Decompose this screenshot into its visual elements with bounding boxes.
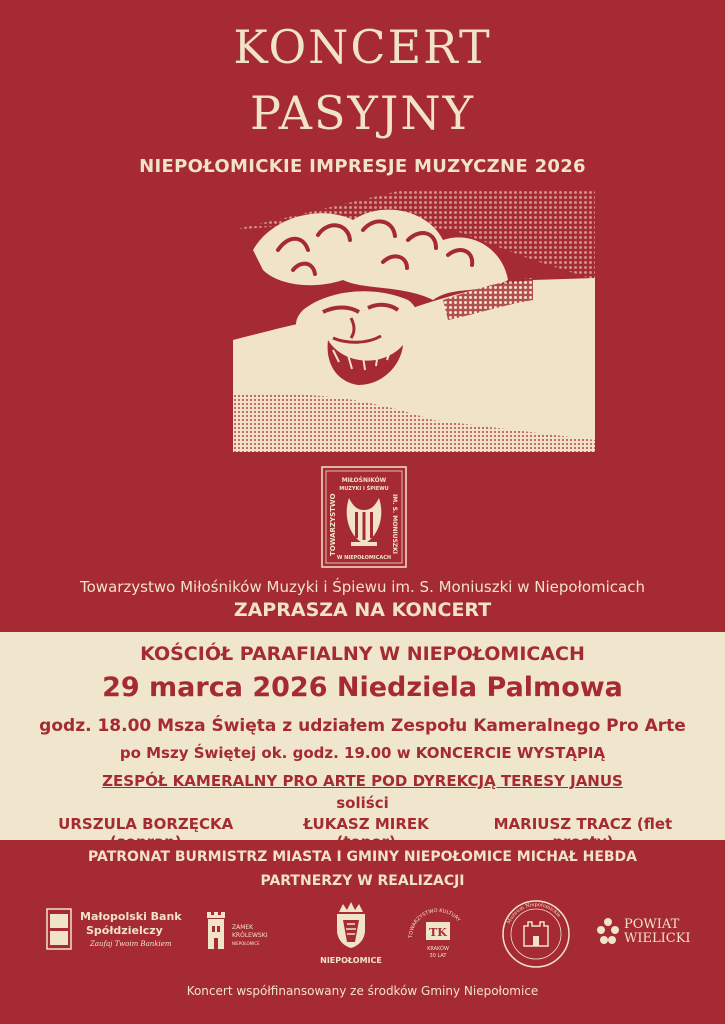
christ-illustration xyxy=(233,190,595,452)
muzeum-logo xyxy=(500,898,572,970)
venue: KOŚCIÓŁ PARAFIALNY W NIEPOŁOMICACH xyxy=(140,643,585,665)
soloist-3: MARIUSZ TRACZ (flet prosty) xyxy=(493,815,673,851)
soloists-label: soliści xyxy=(336,794,389,812)
zamek-line-3: NIEPOŁOMICE xyxy=(232,941,260,946)
svg-text:TK: TK xyxy=(429,926,447,939)
zamek-logo xyxy=(205,910,285,960)
mass-info: godz. 18.00 Msza Święta z udziałem Zespołu Kameralnego Pro Arte xyxy=(39,716,686,736)
soloist-2: ŁUKASZ MIREK (tenor) xyxy=(303,815,429,851)
society-emblem xyxy=(321,466,407,568)
emblem-text-top: MIŁOŚNIKÓW xyxy=(341,477,387,484)
muzeum-arc-text: Muzeum Niepołomickie xyxy=(506,901,562,926)
towarzystwo-years: 30 LAT xyxy=(429,953,447,959)
flower-icon xyxy=(596,916,620,948)
bank-name-2: Spółdzielczy xyxy=(86,924,163,937)
muzeum-seal-icon xyxy=(500,898,572,970)
zamek-line-1: ZAMEK xyxy=(232,924,254,931)
title-line-2: PASYJNY xyxy=(250,86,475,140)
powiat-line-2: WIELICKI xyxy=(624,931,691,946)
powiat-line-1: POWIAT xyxy=(624,917,680,932)
bank-emblem-icon xyxy=(46,908,72,952)
zamek-line-2: KRÓLEWSKI xyxy=(232,932,268,939)
bank-logo xyxy=(46,908,182,958)
organizer-name: Towarzystwo Miłośników Muzyki i Śpiewu im. S. Moniuszki w Niepołomicach xyxy=(80,578,645,596)
towarzystwo-seal-icon xyxy=(402,898,474,970)
ensemble-name: ZESPÓŁ KAMERALNY PRO ARTE POD DYREKCJĄ TERESY JANUS xyxy=(102,772,623,790)
partner-logos xyxy=(0,898,725,973)
event-date: 29 marca 2026 Niedziela Palmowa xyxy=(102,672,623,703)
bank-slogan: Zaufaj Twoim Bankiem xyxy=(90,940,172,948)
bank-name-1: Małopolski Bank xyxy=(80,910,182,923)
niepolomice-logo xyxy=(318,902,384,968)
emblem-text-bottom: W NIEPOŁOMICACH xyxy=(336,555,392,561)
castle-tower-icon xyxy=(205,912,227,950)
event-details-band xyxy=(0,632,725,851)
soloists-row xyxy=(0,815,725,851)
crown-crest-icon xyxy=(331,902,371,950)
emblem-text-right: IM. S. MONIUSZKI xyxy=(391,494,398,555)
towarzystwo-arc-text: TOWARZYSTWO KULTURY xyxy=(407,907,462,939)
invite-heading: ZAPRASZA NA KONCERT xyxy=(233,599,492,621)
funding-note: Koncert współfinansowany ze środków Gminy Niepołomice xyxy=(186,984,539,998)
emblem-text-left: TOWARZYSTWO xyxy=(329,493,337,556)
towarzystwo-kultury-logo xyxy=(402,898,474,970)
towarzystwo-city: KRAKÓW xyxy=(427,946,449,952)
festival-subtitle: NIEPOŁOMICKIE IMPRESJE MUZYCZNE 2026 xyxy=(139,156,586,177)
concert-info: po Mszy Świętej ok. godz. 19.00 w KONCERCIE WYSTĄPIĄ xyxy=(119,744,606,762)
soloist-1: URSZULA BORZĘCKA (sopran) xyxy=(58,815,234,851)
patronage: PATRONAT BURMISTRZ MIASTA I GMINY NIEPOŁOMICE MICHAŁ HEBDA xyxy=(87,849,638,865)
powiat-logo xyxy=(596,916,696,956)
niepolomice-wordmark: NIEPOŁOMICE xyxy=(320,956,382,965)
partners-label: PARTNERZY W REALIZACJI xyxy=(260,873,465,889)
emblem-text-top2: MUZYKI I ŚPIEWU xyxy=(339,486,389,492)
title-line-1: KONCERT xyxy=(233,20,492,74)
